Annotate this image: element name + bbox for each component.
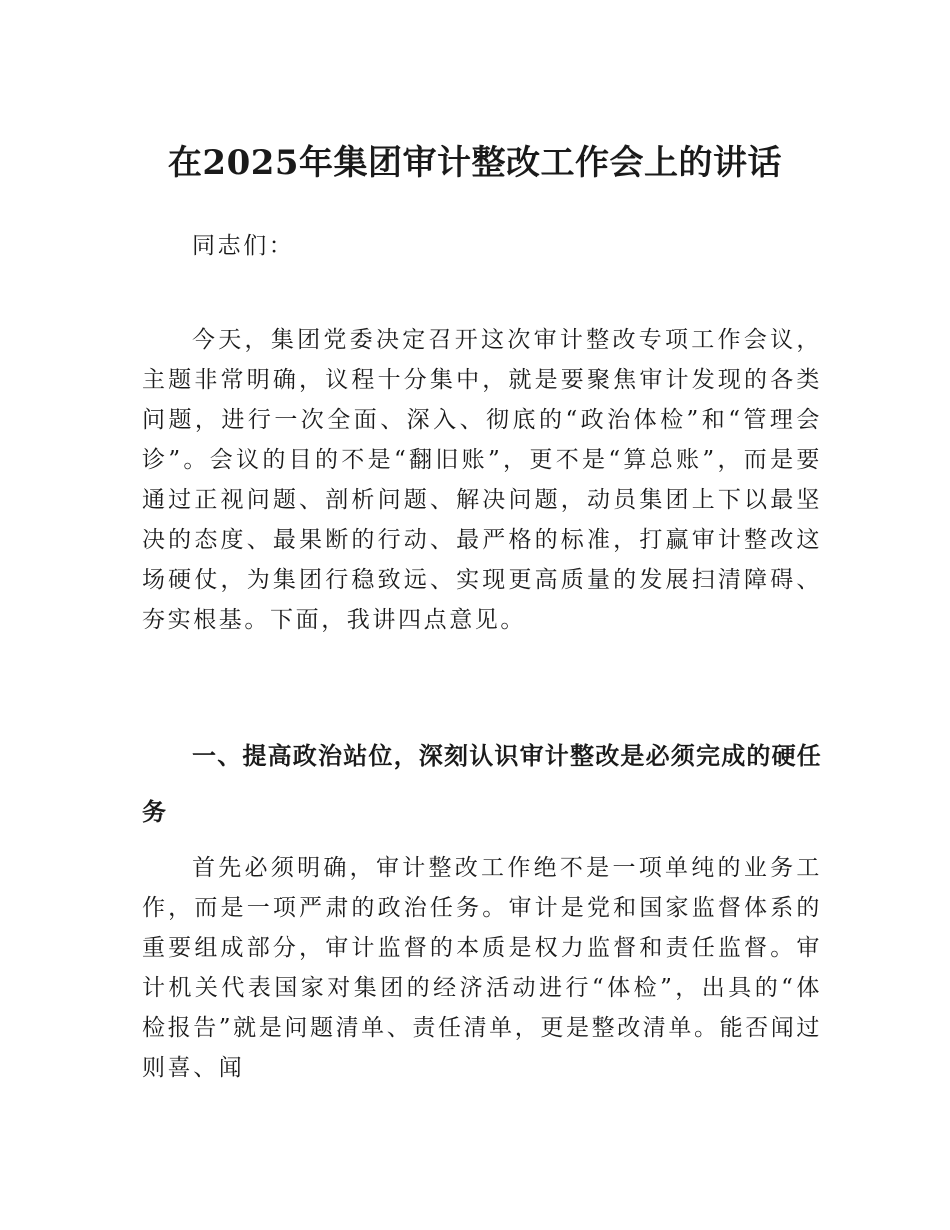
section-heading-1: 一、提高政治站位，深刻认识审计整改是必须完成的硬任务 [142,742,822,826]
document-title: 在2025年集团审计整改工作会上的讲话 [167,142,783,183]
paragraph-intro: 今天，集团党委决定召开这次审计整改专项工作会议，主题非常明确，议程十分集中，就是要聚焦审计发现的各类问题，进行一次全面、深入、彻底的“政治体检”和“管理会诊”。会议的目的不是“翻旧账”，更不是“算总账”，而是要通过正视问题、剖析问题、解决问题，动员集团上下以最坚决的态度、最果断的行动、最严格的标准，打赢审计整改这场硬仗，为集团行稳致远、实现更高质量的发展扫清障碍、夯实根基。下面，我讲四点意见。 [142,327,822,633]
paragraph-section-1: 首先必须明确，审计整改工作绝不是一项单纯的业务工作，而是一项严肃的政治任务。审计是党和国家监督体系的重要组成部分，审计监督的本质是权力监督和责任监督。审计机关代表国家对集团的经济活动进行“体检”，出具的“体检报告”就是问题清单、责任清单，更是整改清单。能否闻过则喜、闻 [142,855,822,1081]
salutation: 同志们： [192,233,295,259]
